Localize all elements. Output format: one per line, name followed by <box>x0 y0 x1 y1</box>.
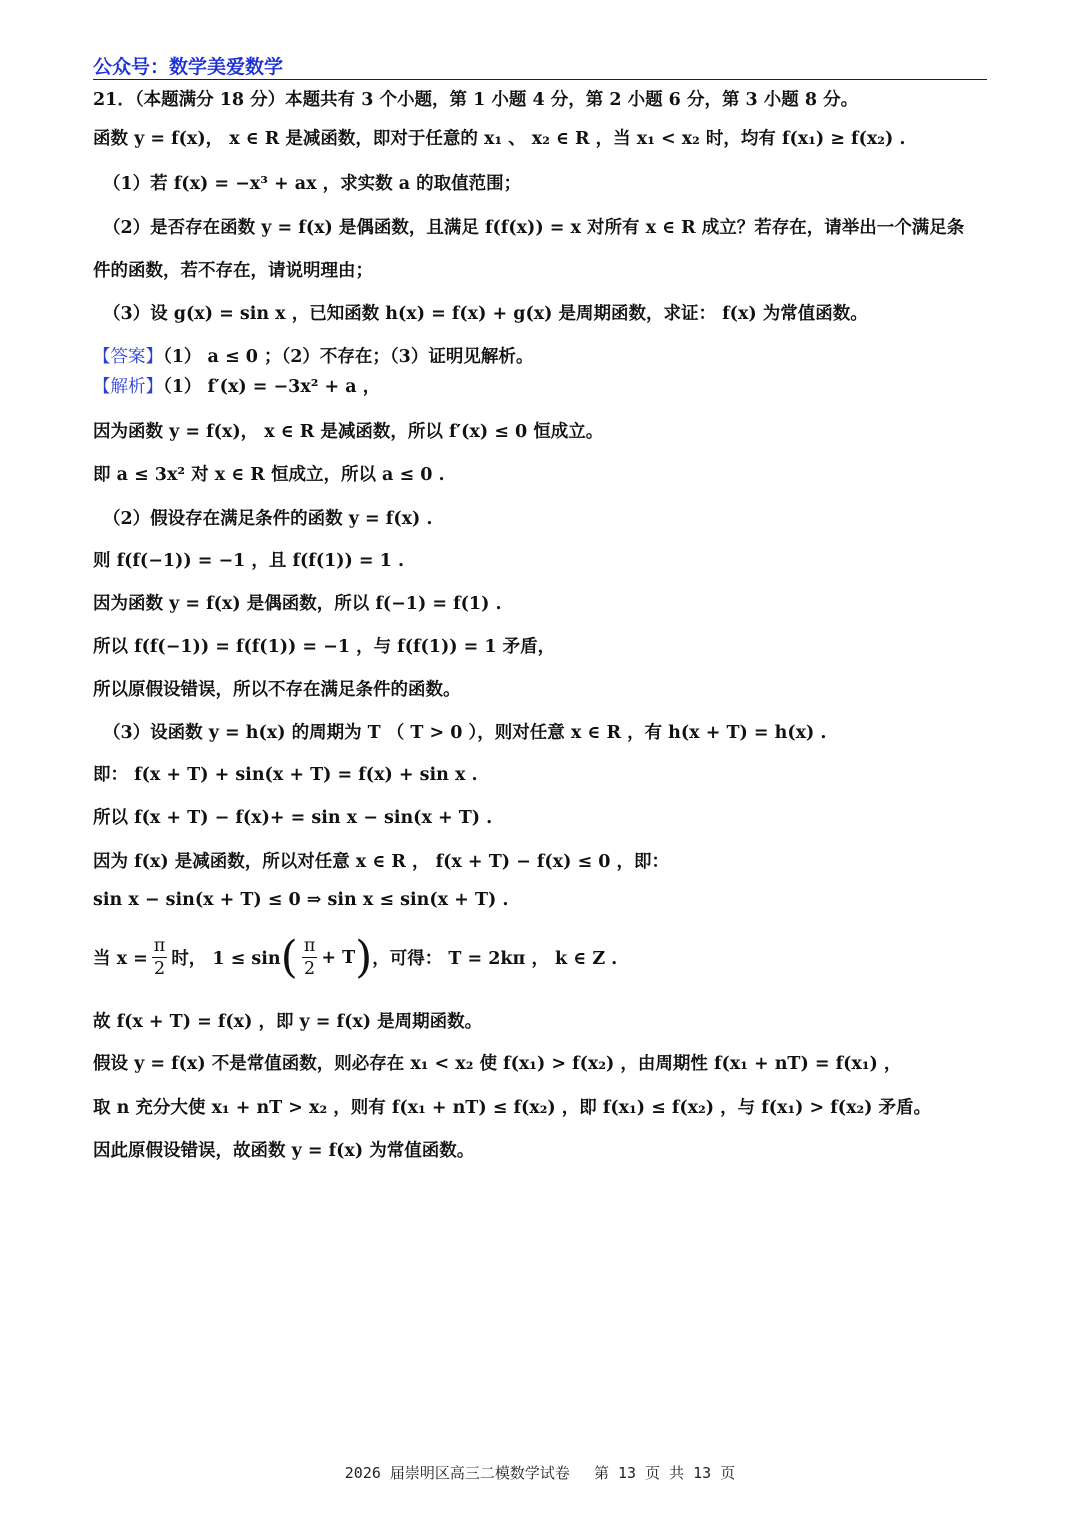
solution-line: 所以原假设错误，所以不存在满足条件的函数。 <box>93 680 461 700</box>
solution-line: 因此原假设错误，故函数 y = f(x) 为常值函数。 <box>93 1141 475 1161</box>
page-footer: 2026 届崇明区高三二模数学试卷 第 13 页 共 13 页 <box>344 1464 736 1482</box>
solution-line: 取 n 充分大使 x₁ + nT > x₂ ，则有 f(x₁ + nT) ≤ f(x₂) ，即 f(x₁) ≤ f(x₂) ，与 f(x₁) > f(x₂) 矛盾。 <box>93 1098 932 1118</box>
pi-over-2-fraction <box>302 935 318 980</box>
analysis-text: （1） f′(x) = −3x² + a ， <box>163 377 381 397</box>
solution-line: 因为函数 y = f(x) 是偶函数，所以 f(−1) = f(1) . <box>93 594 502 614</box>
header-title: 公众号：数学美爱数学 <box>93 56 284 78</box>
pi-over-2-fraction <box>152 935 168 980</box>
question-part-3: （3）设 g(x) = sin x ，已知函数 h(x) = f(x) + g(x) 是周期函数，求证： f(x) 为常值函数。 <box>103 304 868 324</box>
solution-line: 因为函数 y = f(x)， x ∈ R 是减函数，所以 f′(x) ≤ 0 恒成立。 <box>93 422 604 442</box>
left-paren: ( <box>280 931 298 983</box>
solution-line: 则 f(f(−1)) = −1 ，且 f(f(1)) = 1 . <box>93 551 405 571</box>
solution-line: 故 f(x + T) = f(x) ，即 y = f(x) 是周期函数。 <box>93 1012 483 1032</box>
solution-line: 所以 f(f(−1)) = f(f(1)) = −1 ，与 f(f(1)) = 1 矛盾， <box>93 637 556 657</box>
solution-line: sin x − sin(x + T) ≤ 0 ⇒ sin x ≤ sin(x + T) . <box>93 890 509 910</box>
answer-line <box>93 343 533 368</box>
question-part-2: （2）是否存在函数 y = f(x) 是偶函数，且满足 f(f(x)) = x 对所有 x ∈ R 成立？若存在，请举出一个满足条 <box>103 218 965 238</box>
question-stem: 函数 y = f(x)， x ∈ R 是减函数，即对于任意的 x₁ 、 x₂ ∈ R ，当 x₁ < x₂ 时，均有 f(x₁) ≥ f(x₂) . <box>93 129 906 149</box>
question-title: 21．（本题满分 18 分）本题共有 3 个小题，第 1 小题 4 分，第 2 小题 6 分，第 3 小题 8 分。 <box>93 90 859 110</box>
header-rule <box>93 79 987 80</box>
solution-line: 即 a ≤ 3x² 对 x ∈ R 恒成立，所以 a ≤ 0 . <box>93 465 445 485</box>
fraction-numerator: π <box>153 936 166 956</box>
solution-line: 因为 f(x) 是减函数，所以对任意 x ∈ R ， f(x + T) − f(x) ≤ 0 ，即： <box>93 852 669 872</box>
when-line <box>93 931 618 983</box>
when-text-3: + T <box>321 947 356 968</box>
fraction-denominator: 2 <box>153 959 166 979</box>
when-text-2: 时， 1 ≤ sin <box>171 949 281 969</box>
fraction-numerator: π <box>303 936 316 956</box>
when-text-1: 当 x = <box>93 949 148 969</box>
analysis-tag: 【解析】 <box>93 377 163 397</box>
solution-line: （2）假设存在满足条件的函数 y = f(x) . <box>103 509 433 529</box>
solution-line: 假设 y = f(x) 不是常值函数，则必存在 x₁ < x₂ 使 f(x₁) > f(x₂) ，由周期性 f(x₁ + nT) = f(x₁) ， <box>93 1054 902 1074</box>
right-paren: ) <box>355 931 373 983</box>
solution-line: 所以 f(x + T) − f(x)+ = sin x − sin(x + T) . <box>93 808 493 828</box>
when-text-4: ，可得： T = 2kπ ， k ∈ Z . <box>372 949 618 969</box>
solution-line: （3）设函数 y = h(x) 的周期为 T （ T > 0 ），则对任意 x ∈ R ，有 h(x + T) = h(x) . <box>103 723 827 743</box>
solution-line: 即： f(x + T) + sin(x + T) = f(x) + sin x . <box>93 765 478 785</box>
fraction-denominator: 2 <box>304 959 316 979</box>
analysis-line <box>93 373 380 398</box>
question-part-1: （1）若 f(x) = −x³ + ax ，求实数 a 的取值范围； <box>103 174 522 194</box>
answer-text: （1） a ≤ 0 ；（2）不存在；（3）证明见解析。 <box>163 347 534 367</box>
question-part-2-cont: 件的函数，若不存在，请说明理由； <box>93 261 373 281</box>
answer-tag: 【答案】 <box>93 347 163 367</box>
